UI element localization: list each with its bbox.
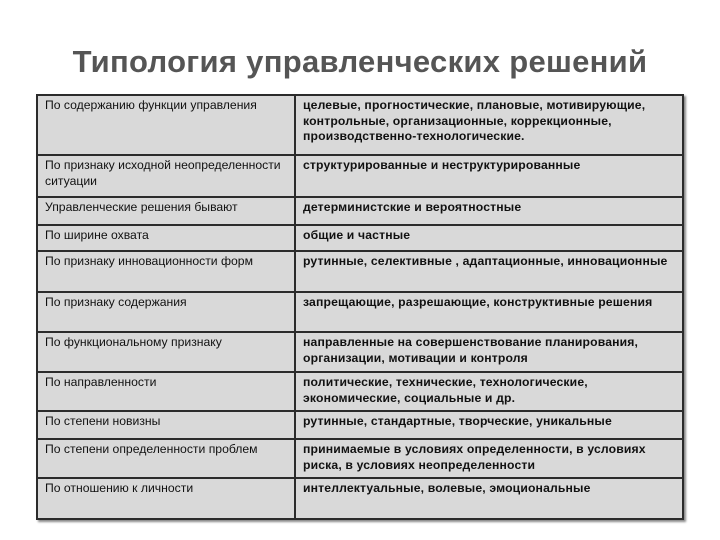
criterion-cell: По признаку содержания (37, 292, 295, 332)
criterion-cell: По признаку инновационности форм (37, 251, 295, 292)
types-cell: принимаемые в условиях определенности, в условиях риска, в условиях неопределенности (295, 439, 683, 478)
criterion-cell: По функциональному признаку (37, 332, 295, 372)
typology-table-container (36, 94, 684, 520)
types-cell: рутинные, стандартные, творческие, уникальные (295, 411, 683, 439)
table-row (37, 439, 683, 478)
types-cell: запрещающие, разрешающие, конструктивные решения (295, 292, 683, 332)
types-cell: интеллектуальные, волевые, эмоциональные (295, 478, 683, 519)
table-row (37, 251, 683, 292)
slide-title: Типология управленческих решений (72, 44, 648, 79)
table-row (37, 372, 683, 411)
table-row (37, 155, 683, 197)
table-row (37, 292, 683, 332)
types-cell: общие и частные (295, 225, 683, 251)
table-row (37, 225, 683, 251)
criterion-cell: По отношению к личности (37, 478, 295, 519)
criterion-cell: По содержанию функции управления (37, 95, 295, 155)
types-cell: целевые, прогностические, плановые, мотивирующие, контрольные, организационные, коррекционные, производственно-технологические. (295, 95, 683, 155)
criterion-cell: Управленческие решения бывают (37, 197, 295, 225)
typology-table (36, 94, 684, 520)
criterion-cell: По ширине охвата (37, 225, 295, 251)
criterion-cell: По направленности (37, 372, 295, 411)
table-row (37, 95, 683, 155)
table-row (37, 478, 683, 519)
criterion-cell: По степени новизны (37, 411, 295, 439)
table-row (37, 197, 683, 225)
types-cell: структурированные и неструктурированные (295, 155, 683, 197)
table-row (37, 332, 683, 372)
types-cell: направленные на совершенствование планирования, организации, мотивации и контроля (295, 332, 683, 372)
criterion-cell: По степени определенности проблем (37, 439, 295, 478)
types-cell: детерминистские и вероятностные (295, 197, 683, 225)
table-row (37, 411, 683, 439)
types-cell: рутинные, селективные , адаптационные, инновационные (295, 251, 683, 292)
types-cell: политические, технические, технологические, экономические, социальные и др. (295, 372, 683, 411)
criterion-cell: По признаку исходной неопределенности ситуации (37, 155, 295, 197)
